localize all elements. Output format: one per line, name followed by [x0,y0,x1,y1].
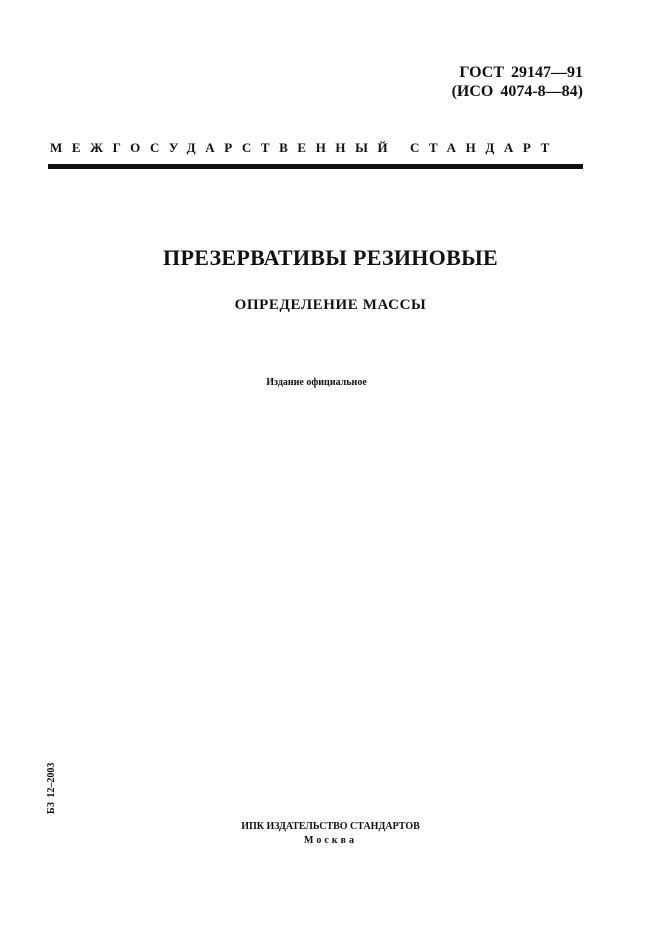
publisher-city: Москва [304,835,357,846]
gost-number: ГОСТ 29147—91 [459,64,583,81]
iso-number: (ИСО 4074-8—84) [451,83,583,100]
document-subtitle: ОПРЕДЕЛЕНИЕ МАССЫ [234,297,427,313]
interstate-standard-label: МЕЖГОСУДАРСТВЕННЫЙ СТАНДАРТ [50,140,559,155]
edition-label: Издание официальное [266,377,367,388]
publisher-name: ИПК ИЗДАТЕЛЬСТВО СТАНДАРТОВ [241,821,420,832]
standard-designation [452,63,583,101]
document-title: ПРЕЗЕРВАТИВЫ РЕЗИНОВЫЕ [163,245,498,270]
publisher-block [0,820,661,848]
side-catalog-code: БЗ 12–2003 [46,762,57,814]
horizontal-rule [48,164,583,169]
